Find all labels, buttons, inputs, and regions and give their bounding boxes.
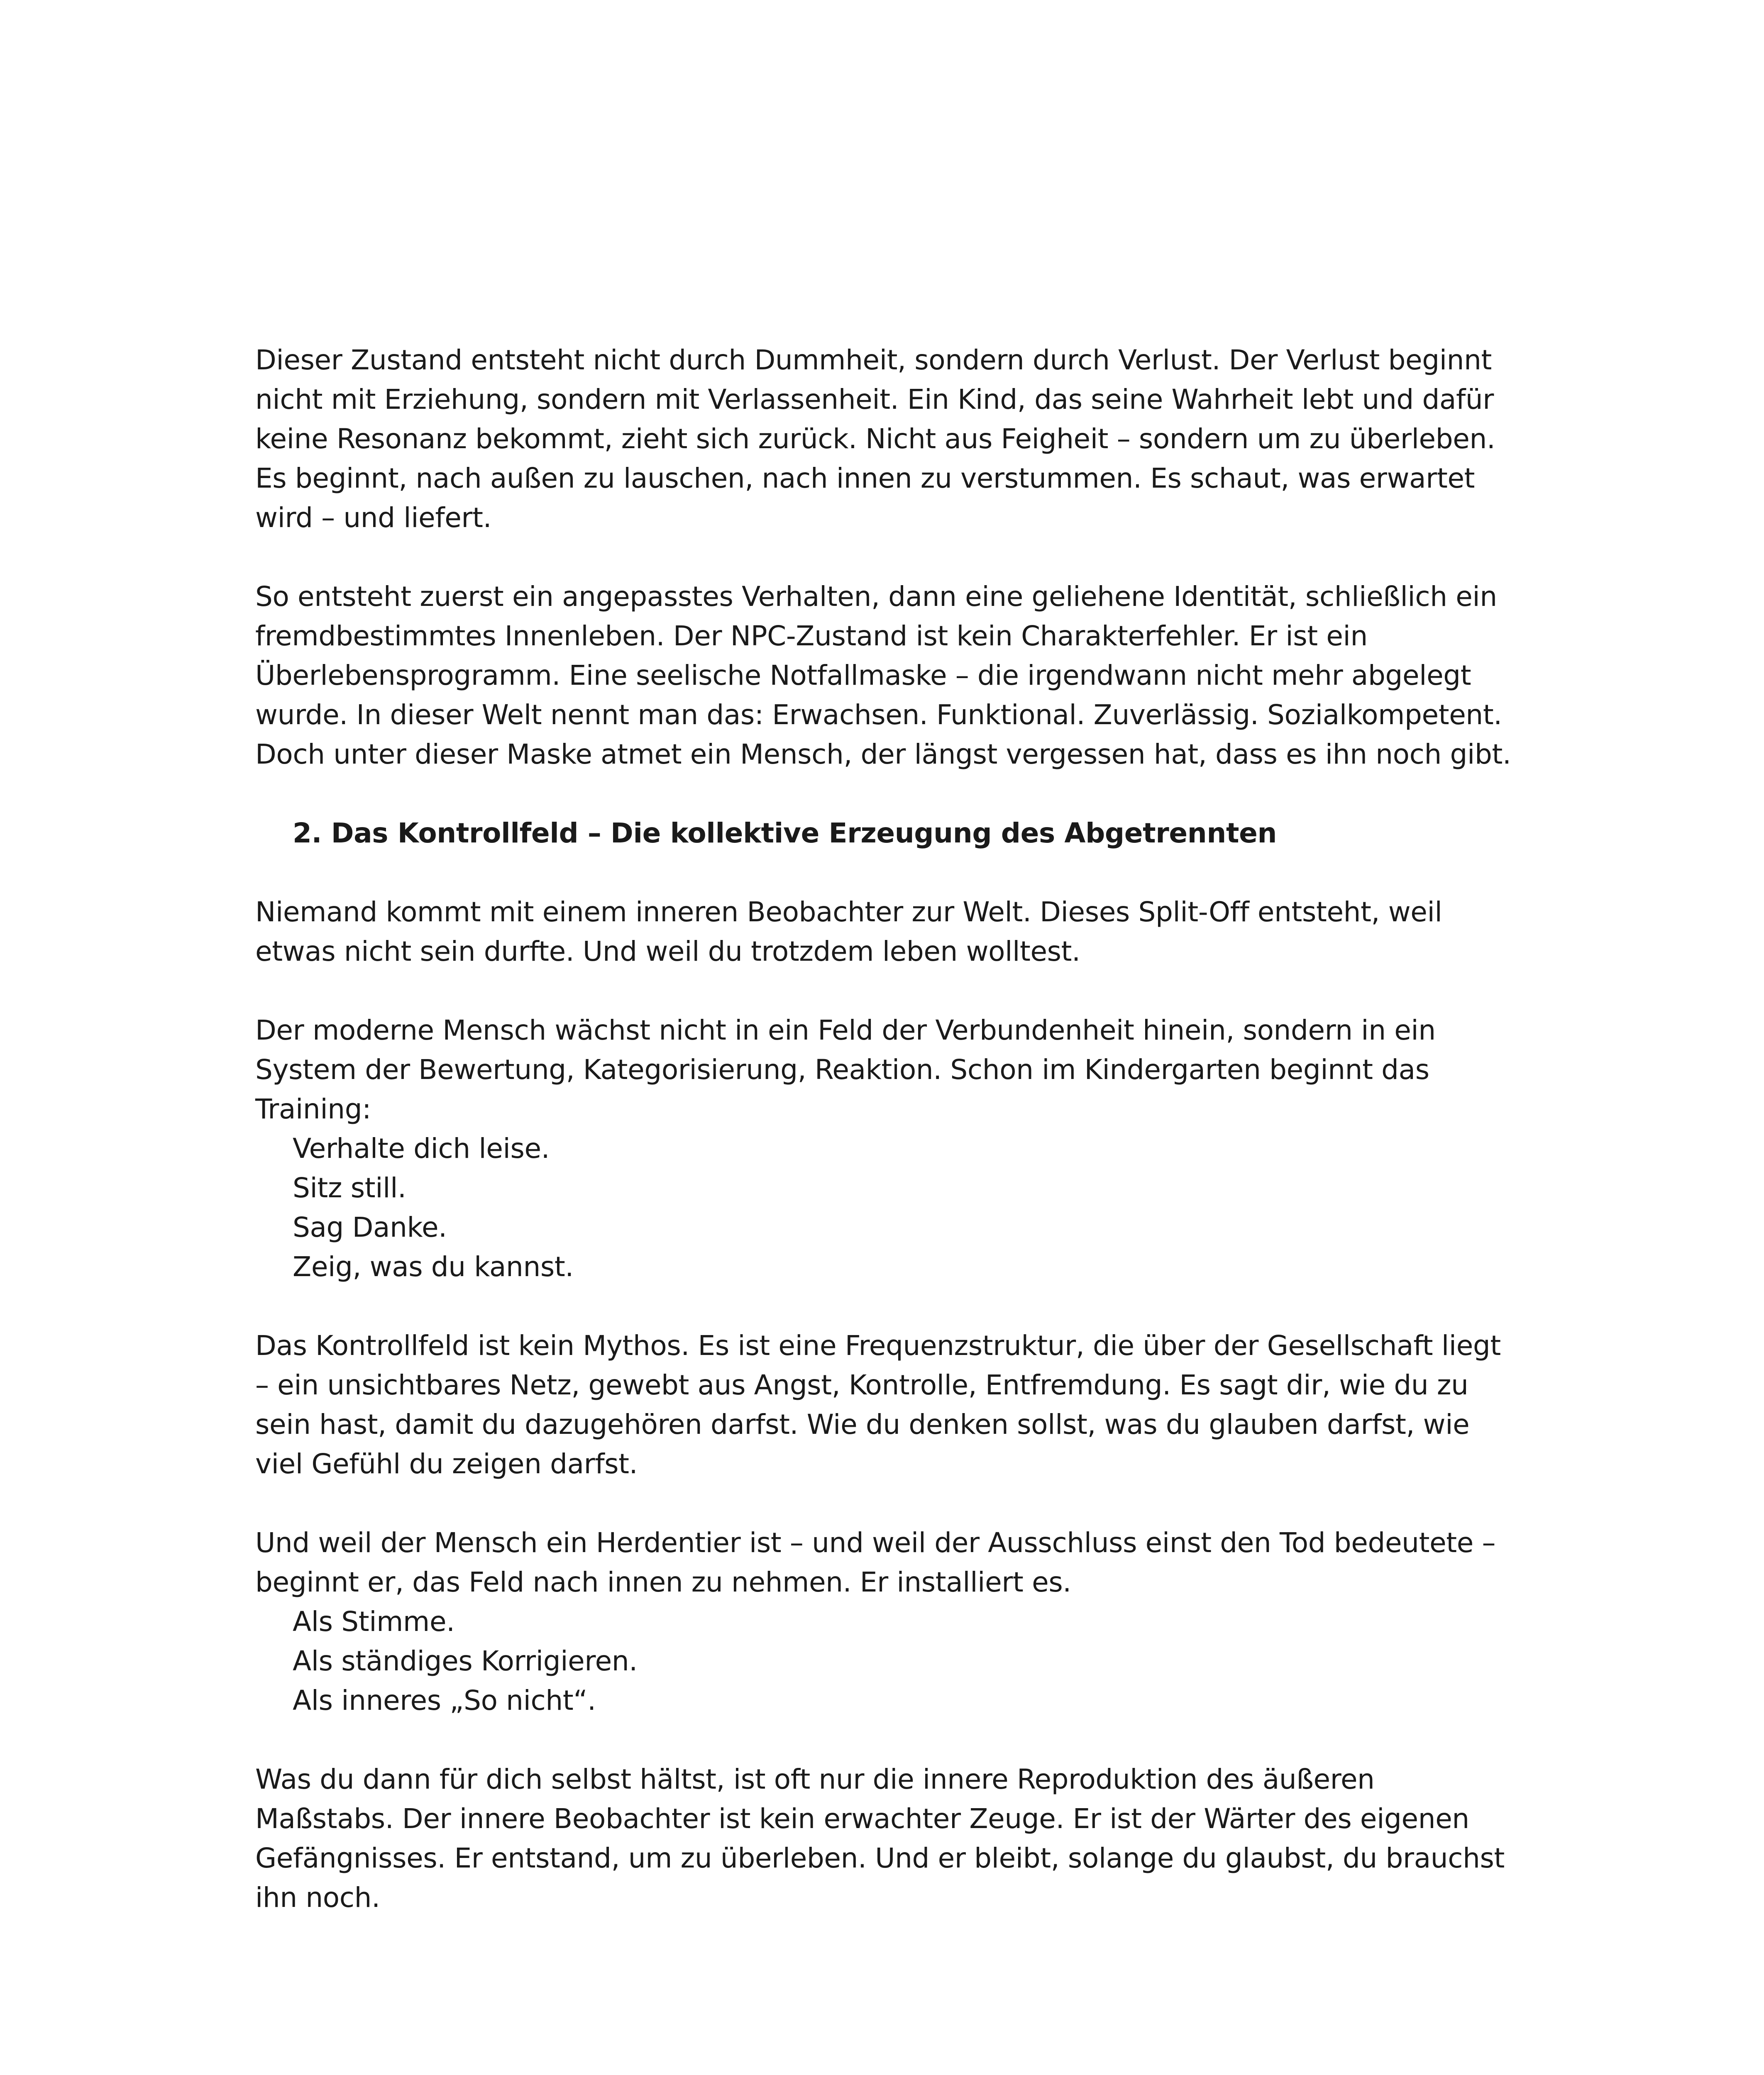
text-line: etwas nicht sein durfte. Und weil du trotzdem leben wolltest. <box>255 935 1080 967</box>
text-line: ihn noch. <box>255 1882 380 1914</box>
text-line: wird – und liefert. <box>255 502 492 534</box>
text-line: Doch unter dieser Maske atmet ein Mensch, der längst vergessen hat, dass es ihn noch gibt. <box>255 738 1511 770</box>
text-line: Das Kontrollfeld ist kein Mythos. Es ist eine Frequenzstruktur, die über der Gesellschaft liegt <box>255 1330 1501 1362</box>
page-body <box>255 340 1546 1957</box>
indented-line: Sag Danke. <box>293 1211 447 1243</box>
paragraph-npc-state <box>255 577 1546 774</box>
section-heading: 2. Das Kontrollfeld – Die kollektive Erzeugung des Abgetrennten <box>293 817 1277 849</box>
text-line: So entsteht zuerst ein angepasstes Verhalten, dann eine geliehene Identität, schließlich ein <box>255 581 1497 613</box>
text-line: nicht mit Erziehung, sondern mit Verlassenheit. Ein Kind, das seine Wahrheit lebt und dafür <box>255 383 1494 415</box>
indented-line: Als ständiges Korrigieren. <box>293 1645 638 1677</box>
text-line: Überlebensprogramm. Eine seelische Notfallmaske – die irgendwann nicht mehr abgelegt <box>255 659 1471 691</box>
indented-line: Zeig, was du kannst. <box>293 1251 574 1283</box>
text-line: sein hast, damit du dazugehören darfst. Wie du denken sollst, was du glauben darfst, wie <box>255 1409 1470 1440</box>
indented-line: Verhalte dich leise. <box>293 1133 550 1164</box>
text-line: fremdbestimmtes Innenleben. Der NPC-Zustand ist kein Charakterfehler. Er ist ein <box>255 620 1368 652</box>
indented-line: Als inneres „So nicht“. <box>293 1684 596 1716</box>
text-line: Und weil der Mensch ein Herdentier ist – und weil der Ausschluss einst den Tod bedeutete – <box>255 1527 1496 1559</box>
text-line: – ein unsichtbares Netz, gewebt aus Angst, Kontrolle, Entfremdung. Es sagt dir, wie du zu <box>255 1369 1468 1401</box>
paragraph-control-field <box>255 1326 1546 1484</box>
paragraph-warden <box>255 1760 1546 1917</box>
paragraph-training <box>255 1011 1546 1286</box>
text-line: Der moderne Mensch wächst nicht in ein Feld der Verbundenheit hinein, sondern in ein <box>255 1014 1436 1046</box>
text-line: Was du dann für dich selbst hältst, ist oft nur die innere Reproduktion des äußeren <box>255 1763 1375 1795</box>
paragraph-inner-observer <box>255 892 1546 971</box>
paragraph-loss-origin <box>255 340 1546 537</box>
text-line: Dieser Zustand entsteht nicht durch Dummheit, sondern durch Verlust. Der Verlust beginnt <box>255 344 1492 376</box>
text-line: Niemand kommt mit einem inneren Beobachter zur Welt. Dieses Split-Off entsteht, weil <box>255 896 1442 928</box>
text-line: Gefängnisses. Er entstand, um zu überleben. Und er bleibt, solange du glaubst, du brauchst <box>255 1842 1505 1874</box>
text-line: Training: <box>255 1093 371 1125</box>
text-line: viel Gefühl du zeigen darfst. <box>255 1448 638 1480</box>
text-line: System der Bewertung, Kategorisierung, Reaktion. Schon im Kindergarten beginnt das <box>255 1054 1429 1086</box>
text-line: wurde. In dieser Welt nennt man das: Erwachsen. Funktional. Zuverlässig. Sozialkompetent. <box>255 699 1502 731</box>
indented-line: Als Stimme. <box>293 1606 455 1638</box>
paragraph-herd-animal <box>255 1523 1546 1720</box>
text-line: keine Resonanz bekommt, zieht sich zurück. Nicht aus Feigheit – sondern um zu überleben. <box>255 423 1495 455</box>
text-line: Es beginnt, nach außen zu lauschen, nach innen zu verstummen. Es schaut, was erwartet <box>255 462 1475 494</box>
text-line: beginnt er, das Feld nach innen zu nehmen. Er installiert es. <box>255 1566 1071 1598</box>
indented-line: Sitz still. <box>293 1172 406 1204</box>
text-line: Maßstabs. Der innere Beobachter ist kein erwachter Zeuge. Er ist der Wärter des eigenen <box>255 1803 1469 1835</box>
